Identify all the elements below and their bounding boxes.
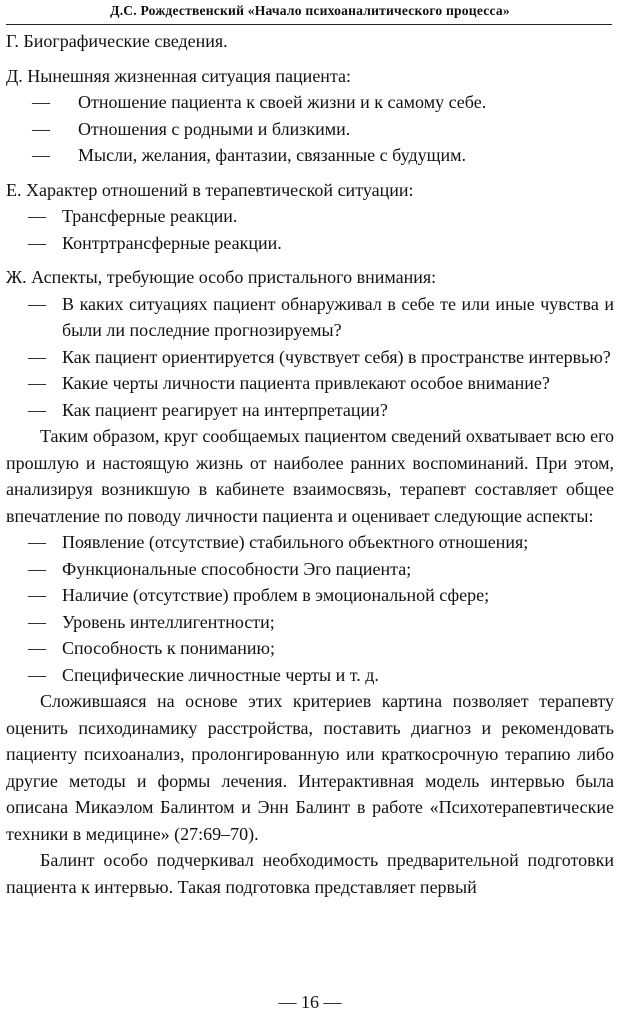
section-e-heading: Е. Характер отношений в терапевтической ситуации: <box>6 179 414 200</box>
list-item: — Контртрансферные реакции. <box>6 230 614 257</box>
list-dash: — <box>28 611 46 632</box>
page-body <box>6 28 614 900</box>
section-d-heading: Д. Нынешняя жизненная ситуация пациента: <box>6 65 352 86</box>
list-dash: — <box>28 206 46 226</box>
body-paragraph-3: Балинт особо подчеркивал необходимость предварительной подготовки пациента к интервью. Такая подготовка представляет первый <box>6 850 614 897</box>
header-rule <box>6 24 612 25</box>
list-item: — Способность к пониманию; <box>6 635 614 662</box>
page-number: — 16 — <box>278 992 342 1012</box>
list-item: — Функциональные способности Эго пациента; <box>6 556 614 583</box>
list-item: — Уровень интеллигентности; <box>6 609 614 636</box>
list-item: — Трансферные реакции. <box>6 203 614 230</box>
list-item: — Отношения с родными и близкими. <box>6 116 614 143</box>
list-item: — Как пациент реагирует на интерпретации? <box>6 397 614 424</box>
list-item: — Появление (отсутствие) стабильного объектного отношения; <box>6 529 614 556</box>
list-item: — Специфические личностные черты и т. д. <box>6 662 614 689</box>
body-paragraph-1: Таким образом, круг сообщаемых пациентом сведений охватывает всю его прошлую и настоящую жизнь от наиболее ранних воспоминаний. При этом, анализируя возникшую в кабинете взаимосвязь, терапевт составляет общее впечатление по поводу личности пациента и оценивает следующие аспекты: <box>6 426 614 526</box>
list-dash: — <box>28 399 46 420</box>
list-dash: — <box>32 145 50 165</box>
list-dash: — <box>28 373 46 393</box>
list-item: — Наличие (отсутствие) проблем в эмоциональной сфере; <box>6 582 614 609</box>
list-dash: — <box>32 92 50 112</box>
list-item: — Как пациент ориентируется (чувствует себя) в пространстве интервью? <box>6 344 614 371</box>
list-item: — Мысли, желания, фантазии, связанные с будущим. <box>6 142 614 169</box>
list-dash: — <box>32 118 50 139</box>
list-dash: — <box>28 232 46 253</box>
list-dash: — <box>28 638 46 658</box>
section-zh-heading: Ж. Аспекты, требующие особо пристального внимания: <box>6 267 437 287</box>
list-dash: — <box>28 558 46 579</box>
list-item: — Какие черты личности пациента привлекают особое внимание? <box>6 370 614 397</box>
body-paragraph-2: Сложившаяся на основе этих критериев картина позволяет терапевту оценить психодинамику расстройства, поставить диагноз и рекомендовать пациенту психоанализ, пролонгированную или краткосрочную терапию либо другие методы и формы лечения. Интерактивная модель интервью была описана Микаэлом Балинтом и Энн Балинт в работе «Психотерапевтические техники в медицине» (27:69–70). <box>6 691 614 844</box>
running-header: Д.С. Рождественский «Начало психоаналитического процесса» <box>110 3 510 18</box>
section-g-heading: Г. Биографические сведения. <box>6 31 228 51</box>
list-dash: — <box>28 532 46 552</box>
list-item: — Отношение пациента к своей жизни и к самому себе. <box>6 89 614 116</box>
list-dash: — <box>28 346 46 367</box>
list-item: — В каких ситуациях пациент обнаруживал в себе те или иные чувства и были ли последние прогнозируемы? <box>6 291 614 344</box>
list-dash: — <box>28 293 46 314</box>
list-dash: — <box>28 585 46 605</box>
list-dash: — <box>28 664 46 685</box>
